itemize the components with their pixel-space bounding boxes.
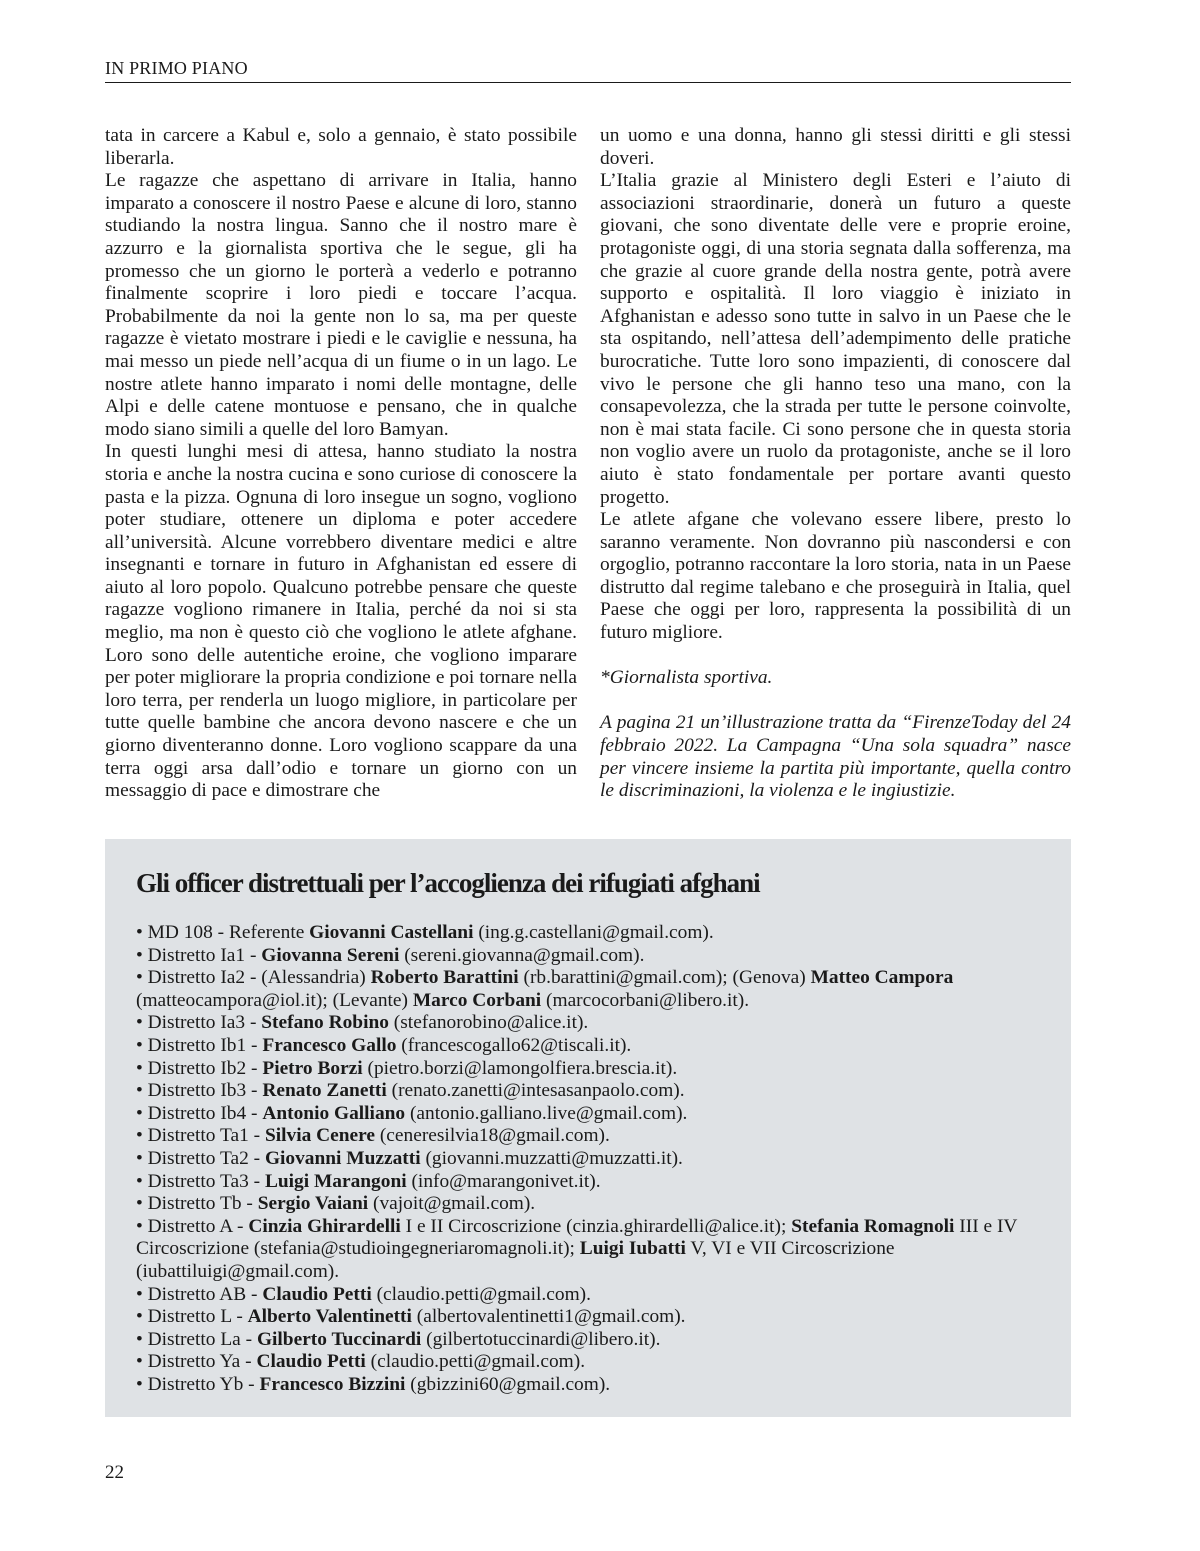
officer-entry [136, 1080, 1041, 1103]
officer-detail: V, VI e VII Circoscrizione (iubattiluigi@gmail.com). [136, 1238, 895, 1282]
officer-detail: (gbizzini60@gmail.com). [405, 1373, 611, 1395]
officer-detail: • Distretto La - [136, 1328, 257, 1350]
paragraph: tata in carcere a Kabul e, solo a gennaio, è stato possibile liberarla. [105, 125, 577, 169]
officer-name: Renato Zanetti [262, 1080, 387, 1102]
officer-detail: III e IV Circoscrizione (stefania@studioingegneriaromagnoli.it); [136, 1215, 1018, 1260]
officer-detail: (sereni.giovanna@gmail.com). [399, 944, 645, 966]
officer-detail: • Distretto Ib3 - [136, 1080, 263, 1102]
officer-name: Luigi Marangoni [264, 1170, 407, 1192]
officer-box [105, 839, 1071, 1417]
officer-detail: (matteocampora@iol.it); (Levante) [136, 989, 413, 1011]
officer-detail: (rb.barattini@gmail.com); (Genova) [518, 967, 811, 989]
page-number: 22 [105, 1462, 124, 1483]
officer-detail: • Distretto Ta3 - [136, 1170, 265, 1192]
officer-detail: • Distretto Tb - [136, 1193, 258, 1215]
officer-name: Sergio Vaiani [257, 1193, 369, 1215]
officer-entry [136, 1148, 1041, 1171]
officer-name: Stefania Romagnoli [791, 1215, 955, 1237]
officer-name: Giovanna Sereni [261, 944, 400, 966]
officer-detail: (francescogallo62@tiscali.it). [396, 1034, 632, 1056]
officer-detail: I e II Circoscrizione (cinzia.ghirardelli@alice.it); [400, 1215, 792, 1237]
officer-detail: (gilbertotuccinardi@libero.it). [421, 1328, 661, 1350]
officer-entry [136, 1035, 1041, 1058]
officer-name: Roberto Barattini [370, 967, 519, 989]
image-caption: A pagina 21 un’illustrazione tratta da “FirenzeToday del 24 febbraio 2022. La Campagna “Una sola squadra” nasce per vincere insieme la partita più importante, quella contro le discriminazioni, la violenza e le ingiustizie. [600, 712, 1071, 802]
paragraph: L’Italia grazie al Ministero degli Esteri e l’aiuto di associazioni straordinarie, donerà un futuro a queste giovani, che sono diventate delle vere e proprie eroine, protagoniste oggi, di una storia segnata dalla sofferenza, ma che grazie al cuore grande della nostra gente, potrà avere supporto e ospitalità. Il loro viaggio è iniziato in Afghanistan e adesso sono tutte in salvo in un Paese che le sta ospitando, nell’attesa dell’adempimento delle pratiche burocratiche. Tutte loro sono impazienti, di conoscere dal vivo le persone che gli hanno teso una mano, con la consapevolezza, che la strada per tutte le persone coinvolte, non è mai stata facile. Ci sono persone che in questa storia non voglio avere un ruolo da protagoniste, anche se il loro aiuto è stato fondamentale per portare avanti questo progetto. [600, 170, 1071, 508]
officer-name: Silvia Cenere [264, 1125, 375, 1147]
paragraph: In questi lunghi mesi di attesa, hanno studiato la nostra storia e anche la nostra cucina e sono curiose di conoscere la pasta e la pizza. Ognuna di loro insegue un sogno, vogliono poter studiare, ottenere un diploma e poter accedere all’università. Alcune vorrebbero diventare medici e altre insegnanti e tornare in futuro in Afghanistan ed essere di aiuto al loro popolo. Qualcuno potrebbe pensare che queste ragazze vogliono rimanere in Italia, perché da noi si sta meglio, ma non è questo ciò che vogliono le atlete afghane. Loro sono delle autentiche eroine, che vogliono imparare per poter migliorare la propria condizione e poi tornare nella loro terra, per renderla un luogo migliore, in particolare per tutte quelle bambine che ancora devono nascere e che un giorno diventeranno donne. Loro vogliono scappare da una terra oggi arsa dall’odio e tornare un giorno con un messaggio di pace e dimostrare che [105, 441, 577, 802]
section-header: IN PRIMO PIANO [105, 58, 1071, 83]
officer-name: Antonio Galliano [262, 1102, 406, 1124]
officer-name: Giovanni Castellani [309, 922, 474, 943]
officer-detail: (pietro.borzi@lamongolfiera.brescia.it). [362, 1057, 678, 1079]
officer-entry [136, 1103, 1041, 1126]
officer-entry [136, 945, 1041, 968]
officer-detail: • Distretto Ib1 - [136, 1034, 263, 1056]
officer-detail: • Distretto Ya - [136, 1351, 257, 1373]
officer-detail: • Distretto Ib4 - [136, 1102, 263, 1124]
officer-entry [136, 1351, 1041, 1374]
article-left-column [105, 125, 577, 803]
officer-entry [136, 1216, 1041, 1284]
paragraph: Le ragazze che aspettano di arrivare in Italia, hanno imparato a conoscere il nostro Paese e alcune di loro, stanno studiando la nostra lingua. Sanno che il nostro mare è azzurro e la giornalista sportiva che le segue, gli ha promesso che un giorno le porterà a vederlo e potranno finalmente scoprire i loro piedi e toccare l’acqua. Probabilmente da noi la gente non lo sa, ma per queste ragazze è vietato mostrare i piedi e le caviglie e nessuna, ha mai messo un piede nell’acqua di un fiume o in un lago. Le nostre atlete hanno imparato i nomi delle montagne, delle Alpi e delle catene montuose e pensano, che in qualche modo siano simili a quelle del loro Bamyan. [105, 170, 577, 440]
officer-detail: (ing.g.castellani@gmail.com). [473, 922, 714, 943]
officer-detail: • Distretto Ta1 - [136, 1125, 265, 1147]
officer-detail: • Distretto Ia3 - [136, 1012, 262, 1034]
officer-detail: • Distretto Yb - [136, 1373, 260, 1395]
article-right-column [600, 125, 1071, 803]
officer-detail: (vajoit@gmail.com). [368, 1193, 536, 1215]
officer-name: Francesco Gallo [262, 1034, 397, 1056]
officer-detail: (ceneresilvia18@gmail.com). [375, 1125, 610, 1147]
officer-name: Luigi Iubatti [579, 1238, 686, 1260]
officer-name: Matteo Campora [810, 967, 954, 989]
officer-entry [136, 1284, 1041, 1307]
officer-name: Cinzia Ghirardelli [248, 1215, 401, 1237]
author-note: *Giornalista sportiva. [600, 667, 773, 689]
officer-name: Giovanni Muzzatti [264, 1147, 421, 1169]
officer-detail: (albertovalentinetti1@gmail.com). [411, 1306, 686, 1328]
officer-name: Pietro Borzi [262, 1057, 363, 1079]
officer-detail: (claudio.petti@gmail.com). [365, 1351, 586, 1373]
officer-name: Alberto Valentinetti [247, 1306, 412, 1328]
officer-detail: • MD 108 - Referente [136, 922, 310, 943]
officer-detail: (stefanorobino@alice.it). [388, 1012, 589, 1034]
officer-name: Francesco Bizzini [259, 1373, 406, 1395]
paragraph: Le atlete afgane che volevano essere libere, presto lo saranno veramente. Non dovranno più nascondersi e con orgoglio, potranno raccontare la loro storia, nata in un Paese distrutto dal regime talebano e che proseguirà in Italia, quel Paese che oggi per loro, rappresenta la possibilità di un futuro migliore. [600, 509, 1071, 644]
officer-entry [136, 1374, 1041, 1397]
officer-name: Gilberto Tuccinardi [256, 1328, 422, 1350]
officer-detail: • Distretto AB - [136, 1283, 263, 1305]
officer-name: Claudio Petti [262, 1283, 372, 1305]
officer-entry [136, 1012, 1041, 1035]
officer-detail: • Distretto L - [136, 1306, 248, 1328]
officer-name: Claudio Petti [256, 1351, 366, 1373]
officer-detail: (info@marangonivet.it). [406, 1170, 601, 1192]
officer-detail: • Distretto Ta2 - [136, 1147, 265, 1169]
officer-list [136, 922, 1041, 1396]
officer-entry [136, 1193, 1041, 1216]
officer-detail: • Distretto Ib2 - [136, 1057, 263, 1079]
officer-detail: (renato.zanetti@intesasanpaolo.com). [386, 1080, 685, 1102]
officer-entry [136, 1306, 1041, 1329]
officer-detail: • Distretto A - [136, 1215, 249, 1237]
officer-entry [136, 1171, 1041, 1194]
officer-detail: (antonio.galliano.live@gmail.com). [405, 1102, 688, 1124]
officer-detail: (giovanni.muzzatti@muzzatti.it). [420, 1147, 683, 1169]
officer-detail: • Distretto Ia1 - [136, 944, 262, 966]
officer-entry [136, 922, 1041, 945]
officer-entry [136, 1058, 1041, 1081]
paragraph: un uomo e una donna, hanno gli stessi diritti e gli stessi doveri. [600, 125, 1071, 169]
officer-entry [136, 1125, 1041, 1148]
officer-detail: (claudio.petti@gmail.com). [371, 1283, 591, 1305]
officer-entry [136, 967, 1041, 1012]
box-title: Gli officer distrettuali per l’accoglienza dei rifugiati afghani [136, 868, 760, 898]
officer-detail: • Distretto Ia2 - (Alessandria) [136, 967, 371, 989]
officer-entry [136, 1329, 1041, 1352]
officer-name: Marco Corbani [412, 989, 542, 1011]
officer-name: Stefano Robino [261, 1012, 389, 1034]
officer-detail: (marcocorbani@libero.it). [541, 989, 750, 1011]
